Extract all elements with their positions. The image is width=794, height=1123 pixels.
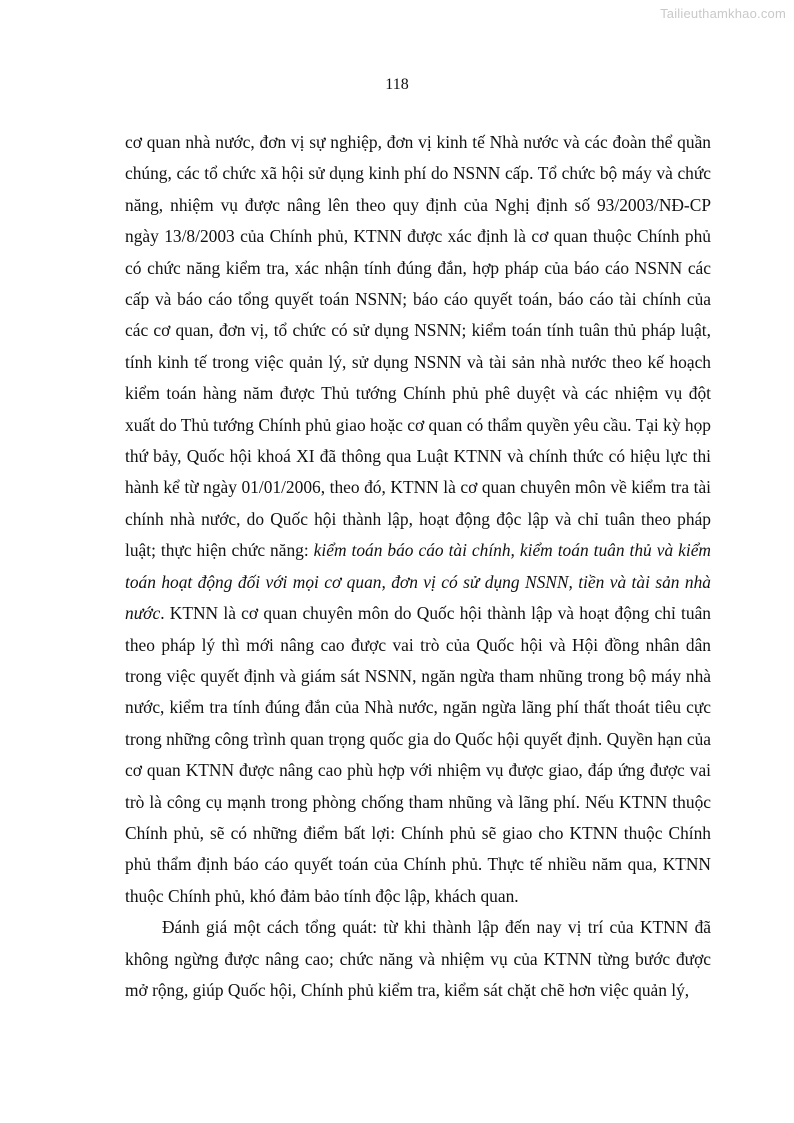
paragraph-1-text-b: . KTNN là cơ quan chuyên môn do Quốc hội thành lập và hoạt động chỉ tuân theo pháp lý thì mới nâng cao được vai trò của Quốc hội và Hội đồng nhân dân trong việc quyết định và giám sát NSNN, ngăn ngừa tham nhũng trong bộ máy nhà nước, kiểm tra tính đúng đắn của Nhà nước, ngăn ngừa lãng phí thất thoát tiêu cực trong những công trình quan trọng quốc gia do Quốc hội quyết định. Quyền hạn của cơ quan KTNN được nâng cao phù hợp với nhiệm vụ được giao, đáp ứng được vai trò là công cụ mạnh trong phòng chống tham nhũng và lãng phí. Nếu KTNN thuộc Chính phủ, sẽ có những điểm bất lợi: Chính phủ sẽ giao cho KTNN thuộc Chính phủ thẩm định báo cáo quyết toán của Chính phủ. Thực tế nhiều năm qua, KTNN thuộc Chính phủ, khó đảm bảo tính độc lập, khách quan. xyxy=(125,603,711,906)
watermark: Tailieuthamkhao.com xyxy=(660,6,786,21)
page-number: 118 xyxy=(385,76,409,93)
paragraph-1-text-a: cơ quan nhà nước, đơn vị sự nghiệp, đơn vị kinh tế Nhà nước và các đoàn thể quần chúng, các tổ chức xã hội sử dụng kinh phí do NSNN cấp. Tổ chức bộ máy và chức năng, nhiệm vụ được nâng lên theo quy định của Nghị định số 93/2003/NĐ-CP ngày 13/8/2003 của Chính phủ, KTNN được xác định là cơ quan thuộc Chính phủ có chức năng kiểm tra, xác nhận tính đúng đắn, hợp pháp của báo cáo NSNN các cấp và báo cáo tổng quyết toán NSNN; báo cáo quyết toán, báo cáo tài chính của các cơ quan, đơn vị, tổ chức có sử dụng NSNN; kiểm toán tính tuân thủ pháp luật, tính kinh tế trong việc quản lý, sử dụng NSNN và tài sản nhà nước theo kế hoạch kiểm toán hàng năm được Thủ tướng Chính phủ phê duyệt và các nhiệm vụ đột xuất do Thủ tướng Chính phủ giao hoặc cơ quan có thẩm quyền yêu cầu. Tại kỳ họp thứ bảy, Quốc hội khoá XI đã thông qua Luật KTNN và chính thức có hiệu lực thi hành kể từ ngày 01/01/2006, theo đó, KTNN là cơ quan chuyên môn về kiểm tra tài chính nhà nước, do Quốc hội thành lập, hoạt động độc lập và chỉ tuân theo pháp luật; thực hiện chức năng: xyxy=(125,132,711,561)
document-body xyxy=(125,127,711,1006)
paragraph-1 xyxy=(125,127,711,912)
paragraph-1-italic-text: kiểm toán báo cáo tài chính, kiểm toán tuân thủ và kiểm toán hoạt động đối với mọi cơ quan, đơn vị có sử dụng NSNN, tiền và tài sản nhà nước xyxy=(125,540,711,624)
paragraph-2: Đánh giá một cách tổng quát: từ khi thành lập đến nay vị trí của KTNN đã không ngừng được nâng cao; chức năng và nhiệm vụ của KTNN từng bước được mở rộng, giúp Quốc hội, Chính phủ kiểm tra, kiểm sát chặt chẽ hơn việc quản lý, xyxy=(125,917,711,1000)
